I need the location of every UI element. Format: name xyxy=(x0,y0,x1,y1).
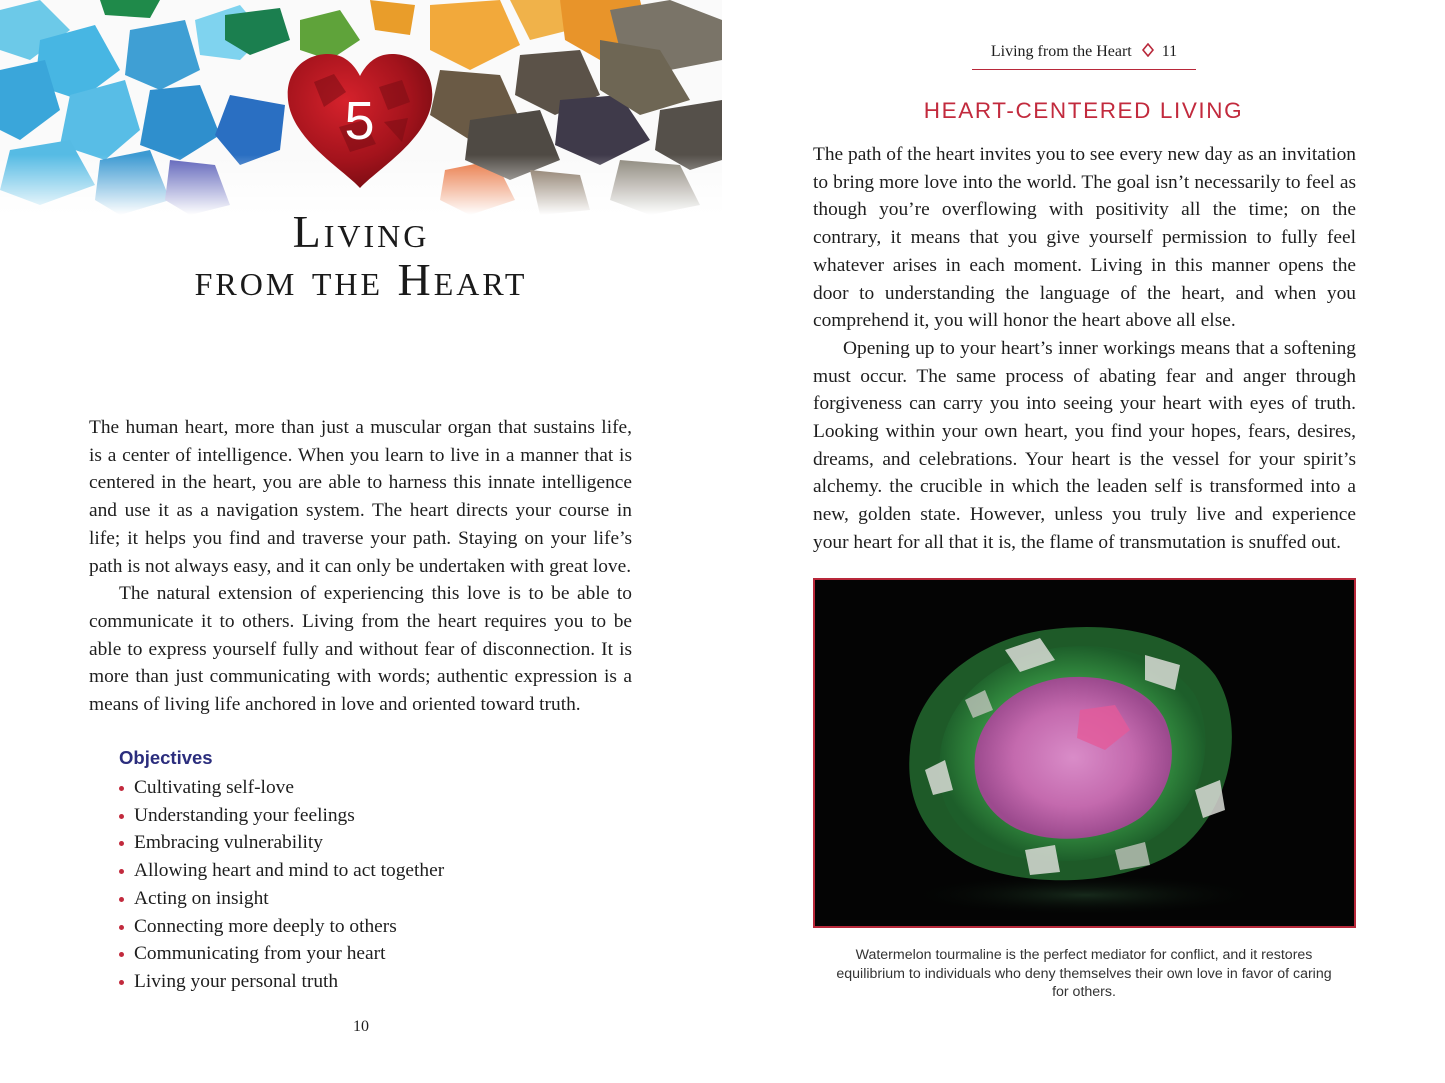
list-item xyxy=(119,829,639,857)
objectives-heading: Objectives xyxy=(119,747,213,768)
right-body-text xyxy=(813,141,1356,557)
bullet-icon xyxy=(119,841,124,846)
page-number-right: 11 xyxy=(1161,43,1178,60)
objective-text: Connecting more deeply to others xyxy=(134,915,397,937)
running-head-title: Living from the Heart xyxy=(990,43,1132,60)
photo-caption: Watermelon tourmaline is the perfect mediator for conflict, and it restores equilibrium to individuals who deny themselves their own love in favor of caring for others. xyxy=(836,947,1332,1000)
left-body-text xyxy=(89,414,632,719)
chapter-title-line2: from the Heart xyxy=(194,254,528,305)
objective-text: Cultivating self-love xyxy=(134,777,294,798)
list-item xyxy=(119,913,639,941)
chapter-number: 5 xyxy=(344,91,376,151)
chapter-number-badge xyxy=(284,52,436,190)
objective-text: Embracing vulnerability xyxy=(134,832,324,854)
bullet-icon xyxy=(119,925,124,930)
list-item xyxy=(119,774,639,802)
diamond-icon xyxy=(1142,42,1154,64)
tourmaline-photo xyxy=(813,578,1356,928)
bullet-icon xyxy=(119,897,124,902)
paragraph: Opening up to your heart’s inner workings means that a softening must occur. The same process of abating fear and anger through forgiveness can carry you into seeing your heart with eyes of truth. Looking within your own heart, you find your hopes, fears, desires, dreams, and celebrations. Your heart is the vessel for your spirit’s alchemy. the crucible in which the leaden self is transformed into a new, golden state. However, unless you truly live and experience your heart for all that it is, the flame of transmutation is snuffed out. xyxy=(813,337,1356,553)
chapter-title-line1: Living xyxy=(292,206,430,257)
bullet-icon xyxy=(119,869,124,874)
objectives-list xyxy=(119,746,639,996)
left-page xyxy=(0,0,722,1083)
section-heading: HEART-CENTERED LIVING xyxy=(923,98,1244,123)
objective-text: Communicating from your heart xyxy=(134,943,386,965)
list-item xyxy=(119,802,639,830)
objective-text: Living your personal truth xyxy=(134,970,339,992)
objective-text: Allowing heart and mind to act together xyxy=(134,860,445,882)
list-item xyxy=(119,857,639,885)
bullet-icon xyxy=(119,952,124,957)
paragraph: The natural extension of experiencing this love is to be able to communicate it to others. Living from the heart requires you to be able to express yourself fully and without fear of disconnection. It is more than just communicating with words; authentic expression is a means of living life anchored in love and oriented toward truth. xyxy=(89,583,632,716)
chapter-title xyxy=(0,208,722,304)
objective-text: Acting on insight xyxy=(134,887,269,909)
objective-text: Understanding your feelings xyxy=(134,804,355,826)
page-number-left: 10 xyxy=(353,1018,369,1035)
bullet-icon xyxy=(119,980,124,985)
bullet-icon xyxy=(119,786,124,791)
paragraph: The path of the heart invites you to see every new day as an invitation to bring more love into the world. The goal isn’t necessarily to feel as though you’re overflowing with positivity all the time; on the contrary, it means that you give yourself permission to fully feel whatever arises in each moment. Living in this manner opens the door to understanding the language of the heart, and when you comprehend it, you will honor the heart above all else. xyxy=(813,144,1356,332)
running-head xyxy=(972,41,1196,70)
bullet-icon xyxy=(119,814,124,819)
list-item xyxy=(119,940,639,968)
list-item xyxy=(119,968,639,996)
right-page xyxy=(722,0,1445,1083)
paragraph: The human heart, more than just a muscular organ that sustains life, is a center of intelligence. When you learn to live in a manner that is centered in the heart, you are able to harness this innate intelligence and use it as a navigation system. The heart directs your course in life; it helps you find and traverse your path. Staying on your life’s path is not always easy, and it can only be undertaken with great love. xyxy=(89,417,632,577)
list-item xyxy=(119,885,639,913)
